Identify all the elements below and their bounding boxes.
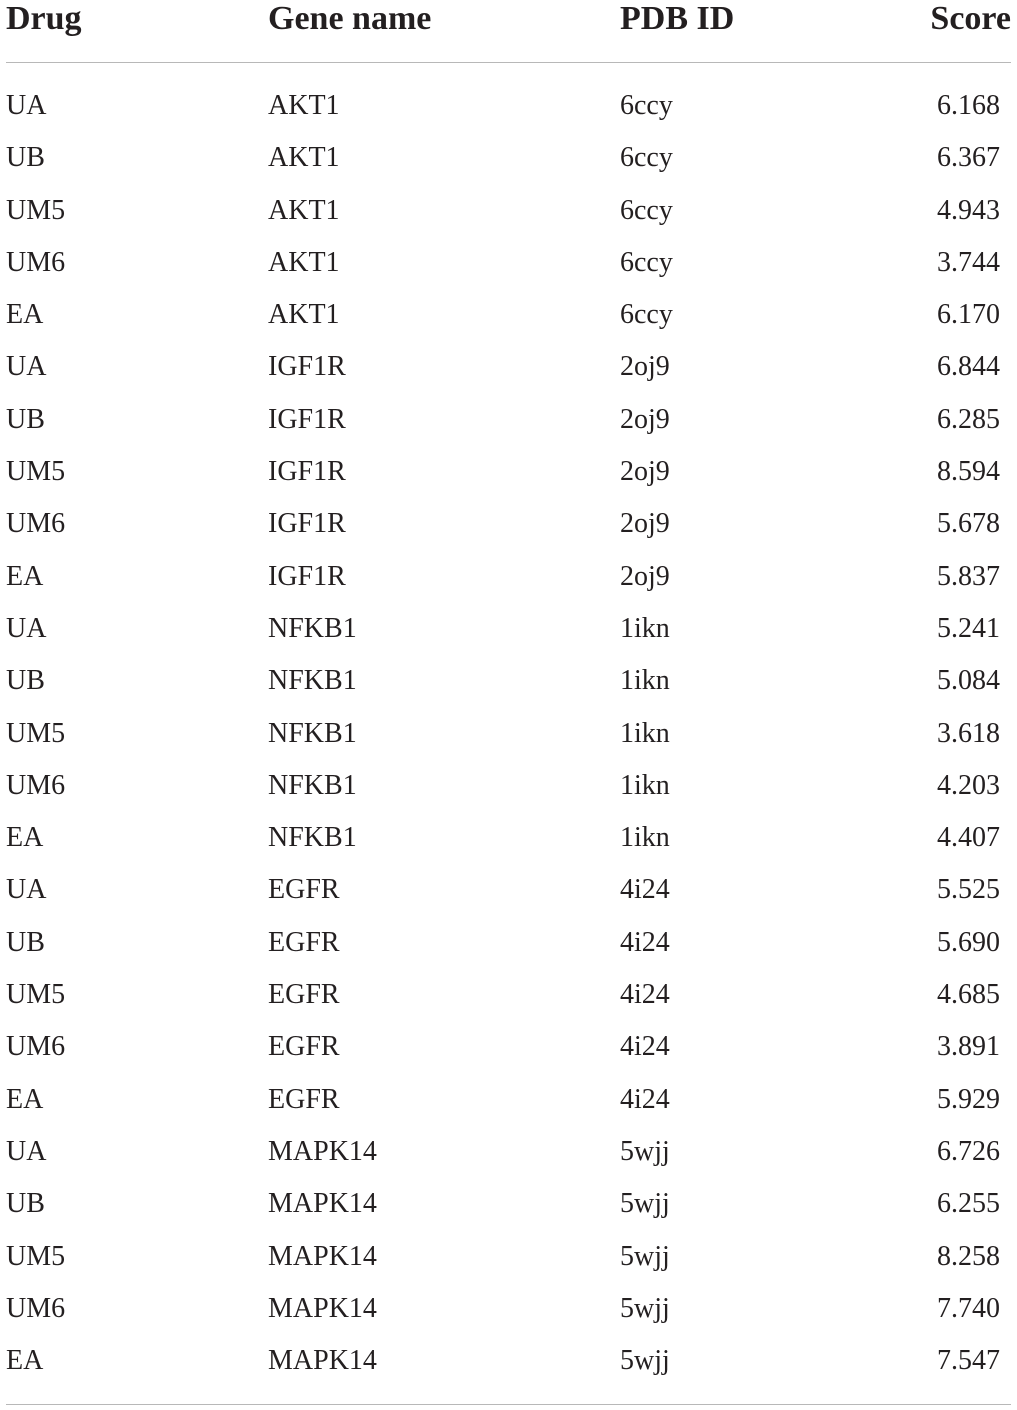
cell-pdb-id: 2oj9 [620,456,670,488]
cell-drug: UB [6,665,45,697]
cell-drug: UA [6,612,47,644]
cell-pdb-id: 5wjj [620,1292,670,1324]
cell-drug: UA [6,90,47,121]
cell-gene-name: EGFR [268,979,340,1011]
cell-gene-name: EGFR [268,1031,340,1063]
cell-score: 5.084 [937,665,1000,697]
cell-score: 8.594 [937,456,1000,488]
cell-gene-name: IGF1R [268,508,346,540]
cell-gene-name: MAPK14 [268,1292,377,1324]
cell-score: 7.740 [937,1292,1000,1324]
table-row [0,185,1017,237]
table-row [0,1178,1017,1230]
cell-score: 3.891 [937,1031,1000,1063]
cell-pdb-id: 1ikn [620,612,670,644]
cell-drug: UB [6,1188,45,1220]
cell-drug: UM5 [6,1240,66,1272]
cell-gene-name: IGF1R [268,403,346,435]
cell-gene-name: MAPK14 [268,1135,377,1167]
cell-drug: EA [6,560,44,592]
cell-gene-name: NFKB1 [268,717,357,749]
table-row [0,1283,1017,1335]
cell-pdb-id: 6ccy [620,194,673,226]
table-row [0,341,1017,393]
cell-score: 5.837 [937,560,1000,592]
cell-pdb-id: 6ccy [620,299,673,331]
header-divider [6,62,1011,63]
cell-drug: UB [6,403,45,435]
cell-score: 6.844 [937,351,1000,383]
cell-drug: UA [6,874,47,906]
cell-pdb-id: 1ikn [620,822,670,854]
table-row [0,394,1017,446]
header-gene-name: Gene name [268,0,432,37]
table-row [0,1231,1017,1283]
table-row [0,237,1017,289]
cell-score: 3.744 [937,246,1000,278]
cell-gene-name: IGF1R [268,351,346,383]
cell-gene-name: AKT1 [268,246,340,278]
cell-score: 7.547 [937,1345,1000,1377]
cell-gene-name: NFKB1 [268,612,357,644]
header-drug: Drug [6,0,82,37]
cell-gene-name: IGF1R [268,456,346,488]
cell-pdb-id: 6ccy [620,142,673,174]
header-pdb-id: PDB ID [620,0,735,37]
cell-drug: UA [6,351,47,383]
cell-drug: UM5 [6,979,66,1011]
cell-score: 6.168 [937,90,1000,121]
table-row [0,603,1017,655]
cell-drug: EA [6,1083,44,1115]
cell-score: 8.258 [937,1240,1000,1272]
table-row [0,289,1017,341]
cell-gene-name: NFKB1 [268,822,357,854]
cell-gene-name: AKT1 [268,90,340,121]
cell-score: 4.685 [937,979,1000,1011]
table-row [0,551,1017,603]
cell-score: 6.726 [937,1135,1000,1167]
cell-pdb-id: 5wjj [620,1188,670,1220]
table-row [0,80,1017,132]
cell-gene-name: MAPK14 [268,1240,377,1272]
table-row [0,917,1017,969]
cell-score: 6.367 [937,142,1000,174]
cell-drug: UM6 [6,769,66,801]
cell-score: 5.929 [937,1083,1000,1115]
table-header-row [0,0,1017,40]
table-row [0,1335,1017,1387]
cell-drug: UM6 [6,246,66,278]
cell-pdb-id: 4i24 [620,926,670,958]
cell-score: 6.285 [937,403,1000,435]
cell-pdb-id: 5wjj [620,1240,670,1272]
cell-gene-name: AKT1 [268,194,340,226]
cell-drug: UM5 [6,456,66,488]
cell-pdb-id: 2oj9 [620,403,670,435]
cell-pdb-id: 2oj9 [620,508,670,540]
cell-gene-name: AKT1 [268,299,340,331]
cell-pdb-id: 2oj9 [620,351,670,383]
cell-drug: EA [6,1345,44,1377]
cell-score: 6.255 [937,1188,1000,1220]
cell-pdb-id: 4i24 [620,1083,670,1115]
cell-pdb-id: 6ccy [620,90,673,121]
cell-score: 5.241 [937,612,1000,644]
cell-score: 5.678 [937,508,1000,540]
table-row [0,1021,1017,1073]
cell-drug: UM6 [6,1292,66,1324]
cell-score: 4.203 [937,769,1000,801]
cell-drug: UM6 [6,1031,66,1063]
cell-gene-name: EGFR [268,1083,340,1115]
cell-drug: UA [6,1135,47,1167]
cell-gene-name: EGFR [268,926,340,958]
table-row [0,760,1017,812]
cell-pdb-id: 4i24 [620,1031,670,1063]
table-row [0,812,1017,864]
table-row [0,864,1017,916]
cell-score: 3.618 [937,717,1000,749]
cell-score: 4.407 [937,822,1000,854]
cell-gene-name: MAPK14 [268,1345,377,1377]
cell-drug: UB [6,926,45,958]
cell-drug: UM5 [6,194,66,226]
table-bottom-rule [6,1404,1011,1405]
cell-gene-name: MAPK14 [268,1188,377,1220]
cell-drug: UM5 [6,717,66,749]
cell-gene-name: EGFR [268,874,340,906]
cell-gene-name: AKT1 [268,142,340,174]
table-body [0,80,1017,1387]
cell-gene-name: NFKB1 [268,769,357,801]
cell-drug: UB [6,142,45,174]
cell-pdb-id: 1ikn [620,769,670,801]
cell-gene-name: NFKB1 [268,665,357,697]
table-row [0,1074,1017,1126]
cell-gene-name: IGF1R [268,560,346,592]
cell-pdb-id: 1ikn [620,717,670,749]
cell-score: 5.525 [937,874,1000,906]
cell-score: 6.170 [937,299,1000,331]
cell-pdb-id: 5wjj [620,1135,670,1167]
cell-pdb-id: 6ccy [620,246,673,278]
table-row [0,498,1017,550]
cell-drug: UM6 [6,508,66,540]
cell-pdb-id: 4i24 [620,874,670,906]
table-row [0,969,1017,1021]
table-row [0,446,1017,498]
cell-score: 5.690 [937,926,1000,958]
cell-pdb-id: 4i24 [620,979,670,1011]
header-score: Score [930,0,1011,37]
cell-drug: EA [6,299,44,331]
cell-pdb-id: 5wjj [620,1345,670,1377]
table-row [0,132,1017,184]
cell-pdb-id: 1ikn [620,665,670,697]
table-row [0,655,1017,707]
cell-score: 4.943 [937,194,1000,226]
cell-drug: EA [6,822,44,854]
table-row [0,708,1017,760]
cell-pdb-id: 2oj9 [620,560,670,592]
table-row [0,1126,1017,1178]
